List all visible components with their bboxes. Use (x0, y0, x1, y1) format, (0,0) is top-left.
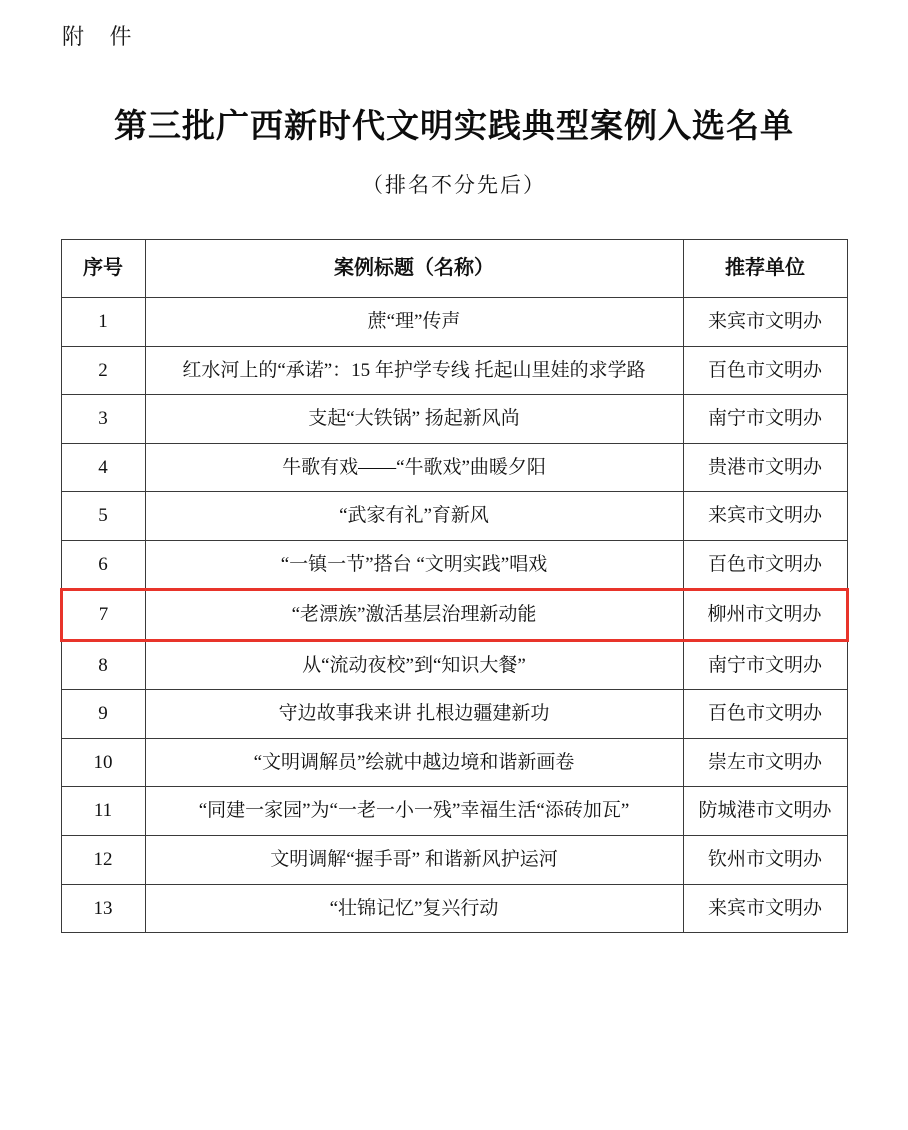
page-title: 第三批广西新时代文明实践典型案例入选名单 (114, 109, 794, 145)
cell-unit: 来宾市文明办 (683, 298, 847, 347)
cell-title: 文明调解“握手哥” 和谐新风护运河 (145, 836, 683, 885)
cell-unit: 百色市文明办 (683, 346, 847, 395)
cell-unit: 百色市文明办 (683, 690, 847, 739)
cell-no: 10 (61, 738, 145, 787)
table-row (61, 443, 847, 492)
cell-no: 4 (61, 443, 145, 492)
cell-title: “文明调解员”绘就中越边境和谐新画卷 (145, 738, 683, 787)
cell-no: 6 (61, 540, 145, 590)
cell-title: 牛歌有戏——“牛歌戏”曲暖夕阳 (145, 443, 683, 492)
column-header-title: 案例标题（名称） (145, 240, 683, 298)
cell-unit: 柳州市文明办 (683, 590, 847, 641)
cell-title: “武家有礼”育新风 (145, 492, 683, 541)
cell-unit: 来宾市文明办 (683, 884, 847, 933)
cell-title: “一镇一节”搭台 “文明实践”唱戏 (145, 540, 683, 590)
cell-no: 11 (61, 787, 145, 836)
cell-title: 支起“大铁锅” 扬起新风尚 (145, 395, 683, 444)
cell-no: 7 (61, 590, 145, 641)
cell-unit: 南宁市文明办 (683, 640, 847, 690)
table-header-row (61, 240, 847, 298)
cell-no: 12 (61, 836, 145, 885)
table-row (61, 640, 847, 690)
table-row (61, 395, 847, 444)
cell-unit: 南宁市文明办 (683, 395, 847, 444)
cell-unit: 钦州市文明办 (683, 836, 847, 885)
table-row (61, 787, 847, 836)
table-body (61, 298, 847, 933)
column-header-no: 序号 (61, 240, 145, 298)
cell-no: 5 (61, 492, 145, 541)
cell-no: 2 (61, 346, 145, 395)
cell-title: 守边故事我来讲 扎根边疆建新功 (145, 690, 683, 739)
cell-title: 从“流动夜校”到“知识大餐” (145, 640, 683, 690)
table-row (61, 540, 847, 590)
page-subtitle: （排名不分先后） (362, 173, 546, 197)
cell-unit: 贵港市文明办 (683, 443, 847, 492)
cell-no: 9 (61, 690, 145, 739)
cell-title: 红水河上的“承诺”：15 年护学专线 托起山里娃的求学路 (145, 346, 683, 395)
cell-unit: 崇左市文明办 (683, 738, 847, 787)
cell-unit: 防城港市文明办 (683, 787, 847, 836)
cell-no: 1 (61, 298, 145, 347)
cell-no: 8 (61, 640, 145, 690)
cell-no: 13 (61, 884, 145, 933)
cell-no: 3 (61, 395, 145, 444)
table-row (61, 690, 847, 739)
attachment-label: 附 件 (62, 24, 142, 49)
table-row (61, 590, 847, 641)
table-row (61, 884, 847, 933)
table-row (61, 836, 847, 885)
case-list-table (60, 239, 849, 933)
cell-title: 蔗“理”传声 (145, 298, 683, 347)
table-row (61, 492, 847, 541)
cell-title: “同建一家园”为“一老一小一残”幸福生活“添砖加瓦” (145, 787, 683, 836)
table-row (61, 346, 847, 395)
table-row (61, 298, 847, 347)
table-row (61, 738, 847, 787)
cell-unit: 百色市文明办 (683, 540, 847, 590)
cell-title: “老漂族”激活基层治理新动能 (145, 590, 683, 641)
column-header-unit: 推荐单位 (683, 240, 847, 298)
cell-unit: 来宾市文明办 (683, 492, 847, 541)
cell-title: “壮锦记忆”复兴行动 (145, 884, 683, 933)
